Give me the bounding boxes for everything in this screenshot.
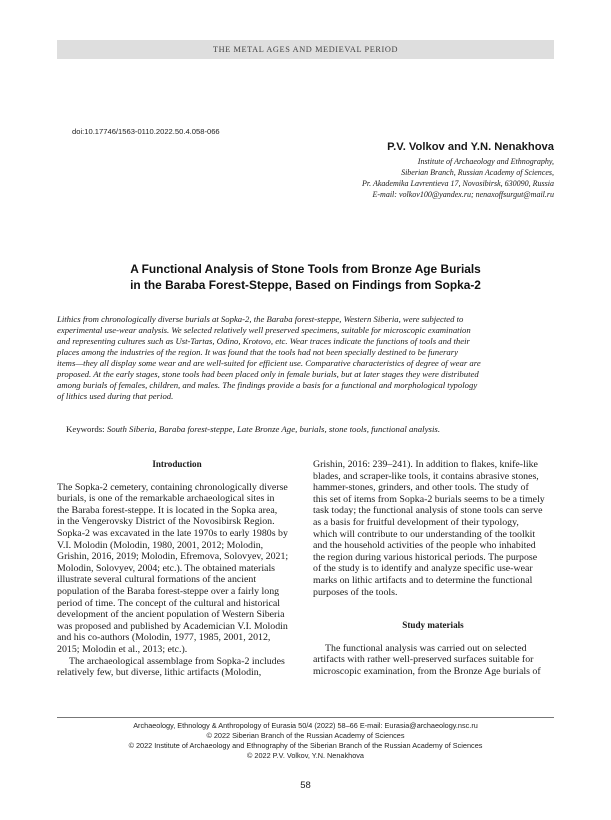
body-line: population of the Baraba forest-steppe over a fairly long (57, 585, 280, 597)
body-line: in the Vengerovsky District of the Novosibirsk Region. (57, 516, 275, 528)
body-line: Grishin, 2016, 2019; Molodin, Efremova, Solovyev, 2021; (57, 551, 289, 563)
body-line: The archaeological assemblage from Sopka-2 includes (69, 655, 285, 667)
abstract-line: items—they all display some wear and are well-suited for efficient use. Comparative characteristics of degree of wear are (57, 358, 481, 368)
keywords-label: Keywords: (66, 424, 105, 434)
page-number: 58 (300, 780, 311, 791)
body-line: The functional analysis was carried out on selected (325, 642, 527, 654)
keywords (66, 424, 440, 434)
body-line: of the study is to identify and analyze specific use-wear (313, 563, 533, 575)
author-email[interactable]: E-mail: volkov100@yandex.ru; nenaxoffsurgut@mail.ru (372, 190, 554, 199)
keywords-value: South Siberia, Baraba forest-steppe, Late Bronze Age, burials, stone tools, functional analysis. (106, 424, 441, 434)
body-line: burials, is one of the remarkable archaeological sites in (57, 493, 275, 505)
article-title (57, 261, 554, 293)
body-line: marks on lithic artifacts and to determine the functional (313, 574, 533, 586)
footer-divider (57, 717, 554, 718)
body-line: purposes of the tools. (313, 586, 398, 598)
abstract-line: proposed. At the early stages, stone tools had been placed only in female burials, but at later stages they were distributed (57, 369, 479, 379)
body-line: artifacts with rather well-preserved surfaces suitable for (313, 654, 534, 666)
body-line: V.I. Molodin (Molodin, 1980, 2001, 2012; Molodin, (57, 539, 264, 551)
affiliation-line: Pr. Akademika Lavrentieva 17, Novosibirsk, 630090, Russia (362, 179, 554, 188)
author-names: P.V. Volkov and Y.N. Nenakhova (387, 141, 554, 153)
body-line: hammer-stones, grinders, and other tools. The study of (313, 482, 529, 494)
body-line: which will contribute to our understanding of the toolkit (313, 528, 536, 540)
author-block (362, 141, 554, 200)
body-line: relatively few, but diverse, lithic artifacts (Molodin, (57, 667, 262, 679)
abstract-line: experimental use-wear analysis. We selected relatively well preserved specimens, suitable for microscopic examination (57, 325, 471, 335)
abstract-line: of lithics used during that period. (57, 391, 174, 401)
body-line: blades, and scraper-like tools, it contains abrasive stones, (313, 470, 539, 482)
body-line: 2015; Molodin et al., 2013; etc.). (57, 643, 188, 655)
section-heading-introduction: Introduction (152, 459, 202, 469)
affiliation-line: Siberian Branch, Russian Academy of Sciences, (401, 168, 554, 177)
affiliation-line: Institute of Archaeology and Ethnography, (417, 157, 554, 166)
body-line: the Baraba forest-steppe. It is located in the Sopka area, (57, 504, 278, 516)
footer (57, 721, 554, 761)
footer-copyright-line: © 2022 Siberian Branch of the Russian Academy of Sciences (206, 731, 405, 740)
abstract-line: and representing cultures such as Ust-Tartas, Odino, Krotovo, etc. Wear traces indicate the functions of tools and their (57, 336, 470, 346)
abstract-line: places among the industries of the region. It was found that the tools had not been specially destined to be funerary (57, 347, 458, 357)
footer-journal-line: Archaeology, Ethnology & Anthropology of Eurasia 50/4 (2022) 58–66 E-mail: Eurasia@archaeology.nsc.ru (133, 721, 478, 730)
title-line: in the Baraba Forest-Steppe, Based on Findings from Sopka-2 (130, 278, 481, 292)
footer-copyright-line: © 2022 Institute of Archaeology and Ethnography of the Siberian Branch of the Russian Academy of Sciences (128, 741, 483, 750)
left-column (57, 459, 297, 679)
section-banner: THE METAL AGES AND MEDIEVAL PERIOD (57, 40, 554, 59)
abstract-line: among burials of females, children, and males. The findings provide a basis for a functional and morphological typology (57, 380, 478, 390)
body-line: Molodin, Solovyev, 2004; etc.). The obtained materials (57, 562, 276, 574)
body-line: and his co-authors (Molodin, 1977, 1985, 2001, 2012, (57, 632, 271, 644)
body-line: task today; the functional analysis of stone tools can serve (313, 505, 543, 517)
doi[interactable]: doi:10.17746/1563-0110.2022.50.4.058-066 (72, 127, 220, 136)
body-line: was proposed and published by Academician V.I. Molodin (57, 620, 288, 632)
body-line: as a basis for fruitful development of their typology, (313, 516, 519, 528)
body-line: and the household activities of the people who inhabited (313, 540, 536, 552)
body-line: the region during various historical periods. The purpose (313, 551, 538, 563)
body-line: illustrate several cultural formations of the ancient (57, 574, 257, 586)
footer-copyright-line: © 2022 P.V. Volkov, Y.N. Nenakhova (247, 751, 364, 760)
body-line: this set of items from Sopka-2 burials seems to be a timely (313, 493, 545, 505)
body-line: microscopic examination, from the Bronze Age burials of (313, 665, 541, 677)
body-line: Sopka-2 was excavated in the late 1970s to early 1980s by (57, 527, 288, 539)
body-line: development of the ancient population of Western Siberia (57, 609, 285, 621)
abstract-line: Lithics from chronologically diverse burials at Sopka-2, the Baraba forest-steppe, Western Siberia, were subjected to (57, 314, 464, 324)
section-heading-study-materials: Study materials (402, 620, 464, 631)
title-line: A Functional Analysis of Stone Tools from Bronze Age Burials (130, 262, 481, 276)
abstract (57, 314, 554, 402)
right-column (313, 459, 553, 678)
body-line: period of time. The concept of the cultural and historical (57, 597, 281, 609)
body-line: Grishin, 2016: 239–241). In addition to flakes, knife-like (313, 459, 538, 470)
body-line: The Sopka-2 cemetery, containing chronologically diverse (57, 481, 288, 493)
